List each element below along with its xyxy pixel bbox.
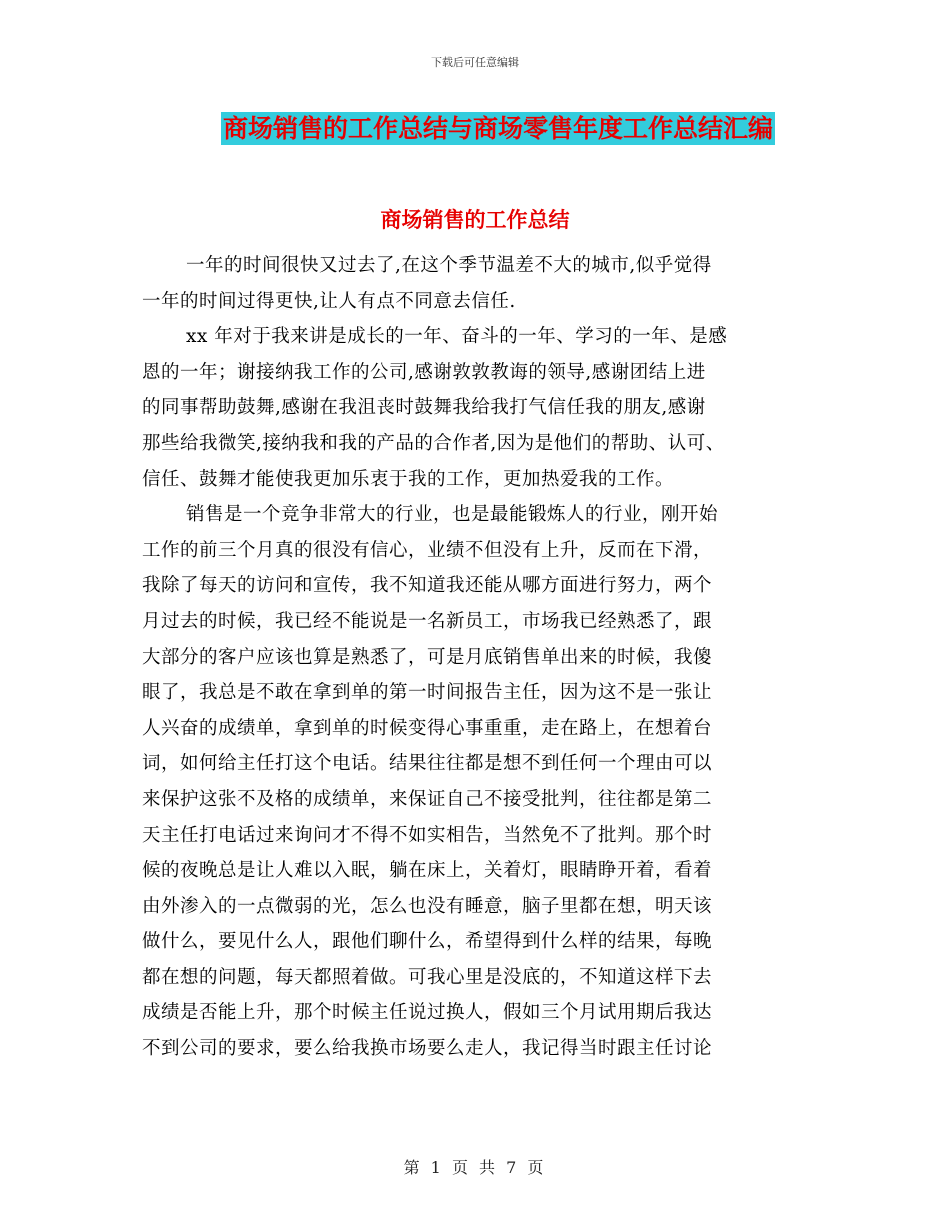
text-line: 由外渗入的一点微弱的光，怎么也没有睡意，脑子里都在想，明天该 — [142, 895, 713, 917]
section-title: 商场销售的工作总结 — [380, 208, 570, 232]
text-line: 月过去的时候，我已经不能说是一名新员工，市场我已经熟悉了，跟 — [142, 610, 713, 632]
page-footer: 第 1 页 共 7 页 — [403, 1158, 547, 1177]
text-line: 大部分的客户应该也算是熟悉了，可是月底销售单出来的时候，我傻 — [142, 646, 713, 668]
text-line: 眼了，我总是不敢在拿到单的第一时间报告主任，因为这不是一张让 — [142, 682, 713, 704]
text-line: 恩的一年；谢接纳我工作的公司,感谢敦敦教诲的领导,感谢团结上进 — [142, 361, 706, 383]
text-line: 工作的前三个月真的很没有信心，业绩不但没有上升，反而在下滑， — [142, 539, 713, 561]
text-line: 一年的时间很快又过去了,在这个季节温差不大的城市,似乎觉得 — [186, 255, 712, 276]
document-title-text: 商场销售的工作总结与商场零售年度工作总结汇编 — [222, 114, 773, 143]
header-note: 下载后可任意编辑 — [431, 56, 519, 69]
text-line: 一年的时间过得更快,让人有点不同意去信任. — [142, 290, 516, 312]
text-line: 信任、鼓舞才能使我更加乐衷于我的工作，更加热爱我的工作。 — [142, 468, 675, 490]
document-title — [0, 112, 950, 145]
text-line: 天主任打电话过来询问才不得不如实相告，当然免不了批判。那个时 — [142, 824, 713, 846]
text-line: 的同事帮助鼓舞,感谢在我沮丧时鼓舞我给我打气信任我的朋友,感谢 — [142, 397, 706, 419]
text-line: 人兴奋的成绩单，拿到单的时候变得心事重重，走在路上，在想着台 — [142, 717, 713, 739]
body-text — [142, 248, 810, 1067]
text-line: xx 年对于我来讲是成长的一年、奋斗的一年、学习的一年、是感 — [186, 326, 728, 348]
text-line: 我除了每天的访问和宣传，我不知道我还能从哪方面进行努力，两个 — [142, 575, 713, 597]
text-line: 候的夜晚总是让人难以入眠，躺在床上，关着灯，眼睛睁开着，看着 — [142, 860, 713, 882]
text-line: 不到公司的要求，要么给我换市场要么走人，我记得当时跟主任讨论 — [142, 1038, 713, 1060]
text-line: 词，如何给主任打这个电话。结果往往都是想不到任何一个理由可以 — [142, 753, 713, 775]
text-line: 来保护这张不及格的成绩单，来保证自己不接受批判，往往都是第二 — [142, 788, 713, 810]
text-line: 那些给我微笑,接纳我和我的产品的合作者,因为是他们的帮助、认可、 — [142, 432, 725, 454]
text-line: 销售是一个竞争非常大的行业，也是最能锻炼人的行业，刚开始 — [186, 504, 719, 526]
text-line: 成绩是否能上升，那个时候主任说过换人，假如三个月试用期后我达 — [142, 1002, 713, 1024]
text-line: 都在想的问题，每天都照着做。可我心里是没底的，不知道这样下去 — [142, 966, 713, 988]
text-line: 做什么，要见什么人，跟他们聊什么，希望得到什么样的结果，每晚 — [142, 931, 713, 953]
